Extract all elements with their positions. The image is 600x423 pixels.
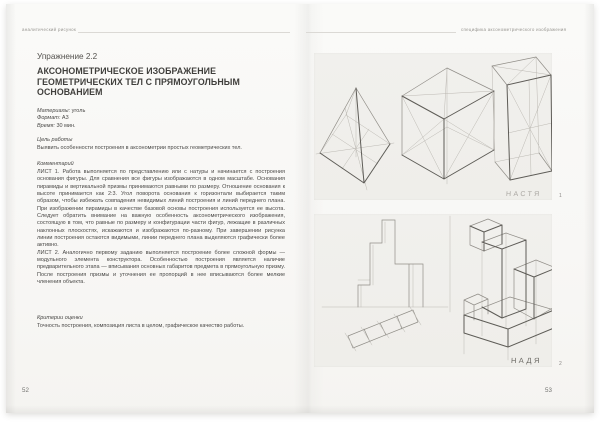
left-head-rule [78, 32, 290, 33]
goal-heading: Цель работы [37, 137, 73, 143]
criteria-text: Точность построения, композиция листа в целом, графическое качество работы. [37, 323, 245, 329]
right-head-rule [306, 32, 456, 33]
right-page-number: 53 [545, 387, 552, 394]
right-running-head: специфика аксонометрического изображения [461, 27, 567, 32]
figure-1-signature: НАСТЯ [506, 191, 543, 198]
commentary-heading: Комментарий [37, 161, 74, 167]
format-row [37, 115, 85, 122]
plan-strip-sketch [345, 307, 421, 351]
elevation-sketch [322, 220, 448, 307]
figure-1-drawing [314, 53, 552, 200]
format-label: Формат: [37, 115, 61, 122]
materials-value: уголь [71, 108, 86, 114]
figure-1-panel [314, 53, 552, 200]
left-page-number: 52 [22, 387, 29, 394]
figure-2-panel [314, 214, 552, 367]
format-value: А3 [61, 115, 69, 122]
materials-row [37, 108, 85, 115]
figure-1-index: 1 [559, 193, 562, 199]
criteria-heading: Критерии оценки [37, 315, 83, 321]
commentary-block [37, 169, 285, 287]
right-edge-shadow [584, 4, 594, 413]
commentary-paragraph-2: ЛИСТ 2. Аналогично первому заданию выполняется построение более сложной формы — модульного элемента конструктора. Особенностью построения является наличие предварительного этапа — вписывания основных габаритов предмета в прямоугольную призму. После построения призмы и уточнения ее пропорций в нее вписываются более мелкие членения объекта. [37, 249, 285, 286]
time-value: 30 мин. [56, 122, 76, 129]
left-edge-shadow [6, 4, 16, 413]
left-running-head: аналитический рисунок [22, 27, 77, 32]
exercise-label: Упражнение 2.2 [37, 52, 98, 61]
commentary-paragraph-1: ЛИСТ 1. Работа выполняется по представлению или с натуры и начинается с построения основания фигуры. Для сравнения все фигуры изображаются в одном масштабе. Основания пирамиды и вертикальной призмы принимаются равными по размеру. Отношение основания к высоте принимается как 2:3. Угол поворота основания к горизонтали выбирается таким образом, чтобы избежать совпадения невидимых линий построения и линий переднего плана. При изображении пирамиды в качестве базовой основы построения используется ее высота. Следует обратить внимание на важную особенность аксонометрического изображения, состоящую в том, что равные по размеру и конфигурации части фигур, лежащие в различных наклонных плоскостях, искажаются и изображаются по-разному. При завершении рисунка линии построения остаются видимыми, линии переднего плана выделяются графически более активно. [37, 169, 285, 249]
figure-2-signature: НАДЯ [510, 356, 543, 365]
cube-sketch [402, 68, 494, 184]
axonometric-sketch [464, 219, 552, 360]
time-row [37, 123, 85, 130]
goal-text: Выявить особенности построения в аксонометрии простых геометрических тел. [37, 145, 242, 151]
page-title: АКСОНОМЕТРИЧЕСКОЕ ИЗОБРАЖЕНИЕ ГЕОМЕТРИЧЕСКИХ ТЕЛ С ПРЯМОУГОЛЬНЫМ ОСНОВАНИЕМ [37, 66, 240, 98]
materials-block [37, 108, 85, 130]
figure-2-index: 2 [559, 361, 562, 367]
time-label: Время: [37, 122, 55, 129]
prism-sketch [492, 57, 552, 180]
pyramid-sketch [316, 88, 394, 190]
materials-label: Материалы: [37, 108, 71, 114]
figure-2-drawing [314, 214, 552, 367]
